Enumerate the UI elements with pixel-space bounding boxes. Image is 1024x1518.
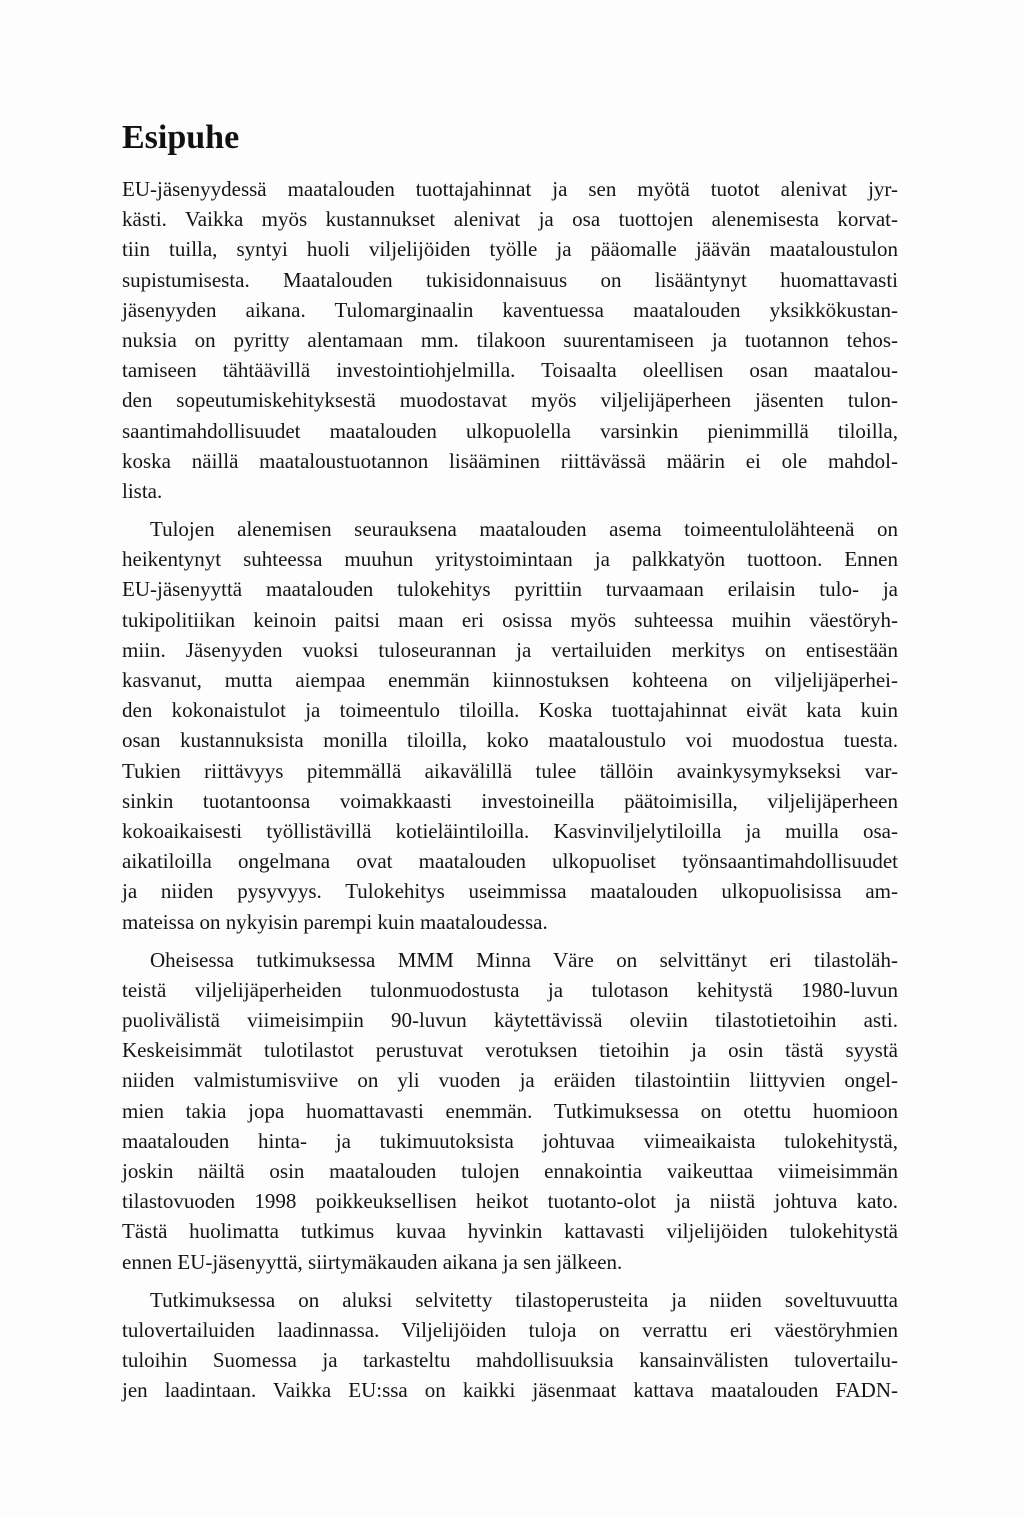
page-title: Esipuhe [122,119,240,156]
text-line: EU-jäsenyydessä maatalouden tuottajahinnat ja sen myötä tuotot alenivat jyr- [122,177,898,201]
text-line: tukipolitiikan keinoin paitsi maan eri osissa myös suhteessa muihin väestöryh- [122,607,898,632]
text-line: teistä viljelijäperheiden tulonmuodostusta ja tulotason kehitystä 1980-luvun [122,977,898,1002]
text-line: tulovertailuiden laadinnassa. Viljelijöiden tuloja on verrattu eri väestöryhmien [122,1317,898,1342]
paragraph-1 [122,174,898,506]
text-line: Oheisessa tutkimuksessa MMM Minna Väre on selvittänyt eri tilastoläh- [150,947,898,972]
paragraph-2 [122,514,898,937]
text-line: den kokonaistulot ja toimeentulo tiloilla. Koska tuottajahinnat eivät kata kuin [122,698,898,723]
text-line: Tästä huolimatta tutkimus kuvaa hyvinkin kattavasti viljelijöiden tulokehitystä [122,1219,898,1244]
text-line: niiden valmistumisviive on yli vuoden ja eräiden tilastointiin liittyvien ongel- [122,1068,898,1093]
text-line: Keskeisimmät tulotilastot perustuvat verotuksen tietoihin ja osin tästä syystä [122,1038,898,1063]
text-line: miin. Jäsenyyden vuoksi tuloseurannan ja vertailuiden merkitys on entisestään [122,637,898,662]
text-line: maatalouden hinta- ja tukimuutoksista johtuvaa viimeaikaista tulokehitystä, [122,1128,898,1153]
text-line: EU-jäsenyyttä maatalouden tulokehitys pyrittiin turvaamaan erilaisin tulo- ja [122,577,898,602]
text-line: supistumisesta. Maatalouden tukisidonnaisuus on lisääntynyt huomattavasti [122,267,898,292]
text-line: den sopeutumiskehityksestä muodostavat myös viljelijäperheen jäsenten tulon- [122,388,898,413]
text-line: kokoaikaisesti työllistävillä kotieläintiloilla. Kasvinviljelytiloilla ja muilla osa- [122,818,898,843]
text-line: ennen EU-jäsenyyttä, siirtymäkauden aikana ja sen jälkeen. [122,1249,623,1274]
text-line: jen laadintaan. Vaikka EU:ssa on kaikki jäsenmaat kattava maatalouden FADN- [122,1378,898,1403]
text-line: nuksia on pyritty alentamaan mm. tilakoon suurentamiseen ja tuotannon tehos- [122,327,898,352]
text-line: osan kustannuksista monilla tiloilla, koko maataloustulo voi muodostua tuesta. [122,728,898,753]
text-line: tilastovuoden 1998 poikkeuksellisen heikot tuotanto-olot ja niistä johtuva kato. [122,1189,898,1214]
text-line: tamiseen tähtäävillä investointiohjelmilla. Toisaalta oleellisen osan maatalou- [122,358,898,383]
text-line: ja niiden pysyvyys. Tulokehitys useimmissa maatalouden ulkopuolisissa am- [122,879,898,904]
text-line: kästi. Vaikka myös kustannukset alenivat ja osa tuottojen alenemisesta korvat- [122,207,898,232]
text-line: lista. [122,478,163,503]
text-line: aikatiloilla ongelmana ovat maatalouden ulkopuoliset työnsaantimahdollisuudet [122,849,898,874]
paragraph-3 [122,945,898,1277]
text-line: Tutkimuksessa on aluksi selvitetty tilastoperusteita ja niiden soveltuvuutta [150,1287,898,1312]
text-line: tuloihin Suomessa ja tarkasteltu mahdollisuuksia kansainvälisten tulovertailu- [122,1348,898,1373]
text-line: koska näillä maataloustuotannon lisääminen riittävässä määrin ei ole mahdol- [122,448,898,473]
paragraph-4 [122,1285,898,1406]
text-line: kasvanut, mutta aiempaa enemmän kiinnostuksen kohteena on viljelijäperhei- [122,668,898,692]
text-line: mien takia jopa huomattavasti enemmän. Tutkimuksessa on otettu huomioon [122,1098,898,1123]
text-line: heikentynyt suhteessa muuhun yritystoimintaan ja palkkatyön tuottoon. Ennen [122,547,898,572]
text-line: saantimahdollisuudet maatalouden ulkopuolella varsinkin pienimmillä tiloilla, [122,418,898,443]
text-line: Tukien riittävyys pitemmällä aikavälillä tulee tällöin avainkysymykseksi var- [122,758,898,783]
body-text [122,174,898,1406]
text-line: joskin näiltä osin maatalouden tulojen ennakointia vaikeuttaa viimeisimmän [122,1159,898,1183]
text-line: Tulojen alenemisen seurauksena maatalouden asema toimeentulolähteenä on [150,517,898,542]
text-line: sinkin tuotantoonsa voimakkaasti investoineilla päätoimisilla, viljelijäperheen [122,788,898,813]
text-line: puolivälistä viimeisimpiin 90-luvun käytettävissä oleviin tilastotietoihin asti. [122,1008,898,1033]
text-line: jäsenyyden aikana. Tulomarginaalin kaventuessa maatalouden yksikkökustan- [122,297,898,322]
text-line: mateissa on nykyisin parempi kuin maataloudessa. [122,909,548,934]
text-line: tiin tuilla, syntyi huoli viljelijöiden työlle ja pääomalle jäävän maataloustulon [122,237,898,262]
